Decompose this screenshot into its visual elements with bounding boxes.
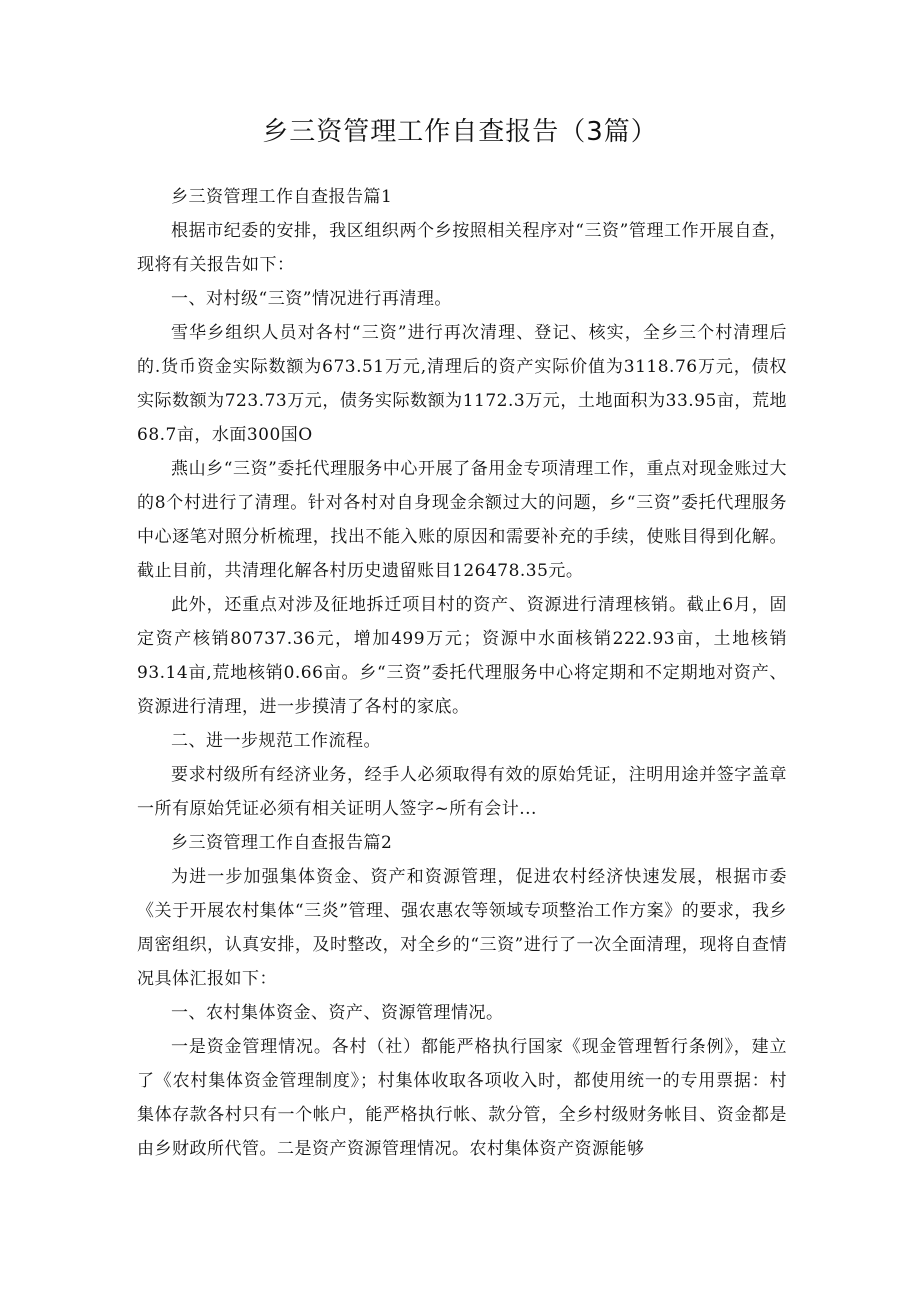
- section-heading-part-1: 乡三资管理工作自查报告篇1: [171, 187, 393, 207]
- subheading-workflow: 二、进一步规范工作流程。: [171, 731, 381, 751]
- paragraph-yanshan: 燕山乡“三资”委托代理服务中心开展了备用金专项清理工作，重点对现金账过大的8个村进行了清理。针对各村对自身现金余额过大的问题，乡“三资”委托代理服务中心逐笔对照分析梳理，找出不能入账的原因和需要补充的手续，使账目得到化解。截止目前，共清理化解各村历史遗留账目126478.35元。: [137, 459, 787, 581]
- paragraph-xuehua: 雪华乡组织人员对各村“三资”进行再次清理、登记、核实，全乡三个村清理后的.货币资金实际数额为673.51万元,清理后的资产实际价值为3118.76万元，债权实际数额为723.73万元，债务实际数额为1172.3万元，土地面积为33.95亩，荒地68.7亩，水面300国O: [137, 323, 787, 445]
- paragraph-intro: 根据市纪委的安排，我区组织两个乡按照相关程序对“三资”管理工作开展自查，现将有关报告如下：: [137, 221, 787, 275]
- paragraph-intro-2: 为进一步加强集体资金、资产和资源管理，促进农村经济快速发展，根据市委《关于开展农村集体“三炎”管理、强农惠农等领域专项整治工作方案》的要求，我乡周密组织，认真安排，及时整改，对全乡的“三资”进行了一次全面清理，现将自查情况具体汇报如下：: [137, 867, 787, 989]
- paragraph-fund-management: 一是资金管理情况。各村（社）都能严格执行国家《现金管理暂行条例》，建立了《农村集体资金管理制度》；村集体收取各项收入时，都使用统一的专用票据：村集体存款各村只有一个帐户，能严格执行帐、款分管，全乡村级财务帐目、资金都是由乡财政所代管。二是资产资源管理情况。农村集体资产资源能够: [137, 1037, 787, 1159]
- subheading-management: 一、农村集体资金、资产、资源管理情况。: [171, 1003, 504, 1023]
- subheading-reclean: 一、对村级“三资”情况进行再清理。: [171, 289, 452, 309]
- section-heading-part-2: 乡三资管理工作自查报告篇2: [171, 833, 393, 853]
- paragraph-requirements: 要求村级所有经济业务，经手人必须取得有效的原始凭证，注明用途并签字盖章一所有原始凭证必须有相关证明人签字~所有会计...: [137, 765, 787, 819]
- paragraph-additionally: 此外，还重点对涉及征地拆迁项目村的资产、资源进行清理核销。截止6月，固定资产核销80737.36元，增加499万元；资源中水面核销222.93亩，土地核销93.14亩,荒地核销0.66亩。乡“三资”委托代理服务中心将定期和不定期地对资产、资源进行清理，进一步摸清了各村的家底。: [137, 595, 787, 717]
- document-body: [137, 180, 787, 1166]
- document-title: 乡三资管理工作自查报告（3篇）: [262, 117, 658, 147]
